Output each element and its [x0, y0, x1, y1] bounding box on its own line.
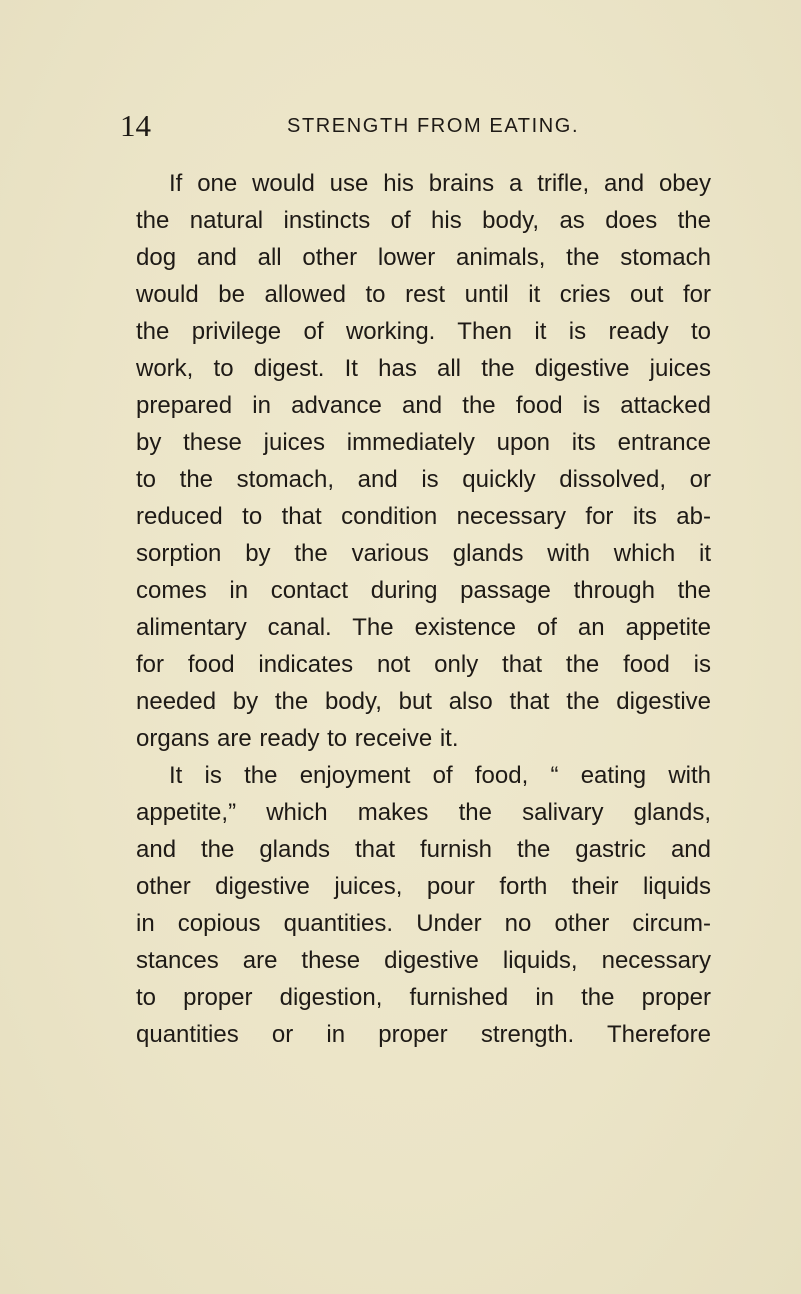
text-line: would be allowed to rest until it cries out for: [136, 281, 711, 308]
text-line: in copious quantities. Under no other circum-: [136, 910, 711, 937]
text-line: quantities or in proper strength. Therefore: [136, 1021, 711, 1048]
text-line: sorption by the various glands with which it: [136, 540, 711, 567]
text-line: It is the enjoyment of food, “ eating with: [169, 762, 711, 789]
text-line: to the stomach, and is quickly dissolved, or: [136, 466, 711, 493]
text-line: other digestive juices, pour forth their liquids: [136, 873, 711, 900]
text-line: the privilege of working. Then it is ready to: [136, 318, 711, 345]
text-line: to proper digestion, furnished in the proper: [136, 984, 711, 1011]
text-line: for food indicates not only that the food is: [136, 651, 711, 678]
text-line: prepared in advance and the food is attacked: [136, 392, 711, 419]
page-number: 14: [120, 108, 151, 143]
text-line: organs are ready to receive it.: [136, 725, 459, 752]
text-line: reduced to that condition necessary for its ab-: [136, 503, 711, 530]
text-line: needed by the body, but also that the digestive: [136, 688, 711, 715]
running-title: STRENGTH FROM EATING.: [287, 115, 580, 137]
text-line: work, to digest. It has all the digestive juices: [136, 355, 711, 382]
text-line: dog and all other lower animals, the stomach: [136, 244, 711, 271]
text-line: appetite,” which makes the salivary glands,: [136, 799, 711, 826]
text-line: stances are these digestive liquids, necessary: [136, 947, 711, 974]
text-line: If one would use his brains a trifle, and obey: [169, 170, 711, 197]
text-line: the natural instincts of his body, as does the: [136, 207, 711, 234]
text-line: and the glands that furnish the gastric and: [136, 836, 711, 863]
running-head: [120, 108, 680, 144]
text-line: by these juices immediately upon its entrance: [136, 429, 711, 456]
text-line: comes in contact during passage through the: [136, 577, 711, 604]
text-line: alimentary canal. The existence of an appetite: [136, 614, 711, 641]
body-text: [136, 165, 711, 1053]
